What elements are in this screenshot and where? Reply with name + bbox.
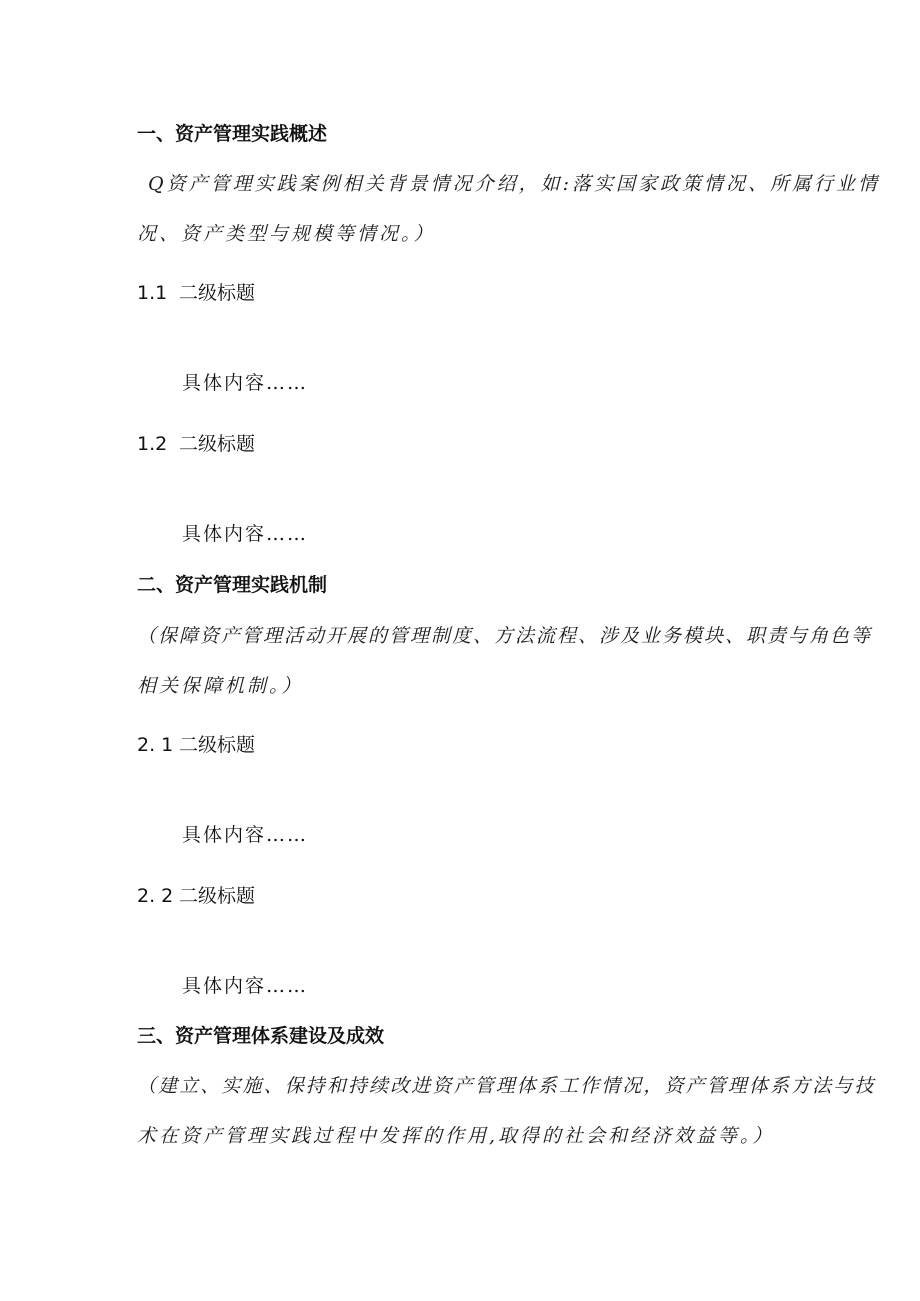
subheading-title: 二级标题: [179, 885, 256, 907]
subheading-number: 1.2: [137, 433, 168, 455]
section-2-heading: 二、资产管理实践机制: [137, 574, 328, 596]
content-2-1: 具体内容……: [182, 824, 309, 846]
subheading-number: 2. 1: [137, 734, 174, 756]
section-2-note-line-1: （保障资产管理活动开展的管理制度、方法流程、涉及业务模块、职责与角色等: [137, 625, 873, 647]
section-1-note-line-2: 况、资产类型与规模等情况。）: [137, 223, 436, 245]
section-2-note-line-2: 相关保障机制。）: [137, 675, 304, 697]
section-1-heading: 一、资产管理实践概述: [137, 123, 328, 145]
subheading-1-2: [137, 435, 255, 454]
subheading-title: 二级标题: [179, 282, 256, 304]
subheading-1-1: [137, 284, 255, 303]
content-1-1: 具体内容……: [182, 372, 309, 394]
subheading-2-2: [137, 887, 255, 906]
content-2-2: 具体内容……: [182, 975, 309, 997]
subheading-title: 二级标题: [179, 734, 256, 756]
subheading-number: 1.1: [137, 282, 168, 304]
subheading-2-1: [137, 736, 255, 755]
section-3-note-line-1: （建立、实施、保持和持续改进资产管理体系工作情况，资产管理体系方法与技: [137, 1075, 876, 1097]
section-1-note-line-1: Q资产管理实践案例相关背景情况介绍，如:落实国家政策情况、所属行业情: [148, 173, 880, 195]
section-3-note-line-2: 术在资产管理实践过程中发挥的作用,取得的社会和经济效益等。）: [137, 1125, 775, 1147]
content-1-2: 具体内容……: [182, 523, 309, 545]
subheading-number: 2. 2: [137, 885, 174, 907]
section-3-heading: 三、资产管理体系建设及成效: [137, 1025, 385, 1047]
subheading-title: 二级标题: [179, 433, 256, 455]
